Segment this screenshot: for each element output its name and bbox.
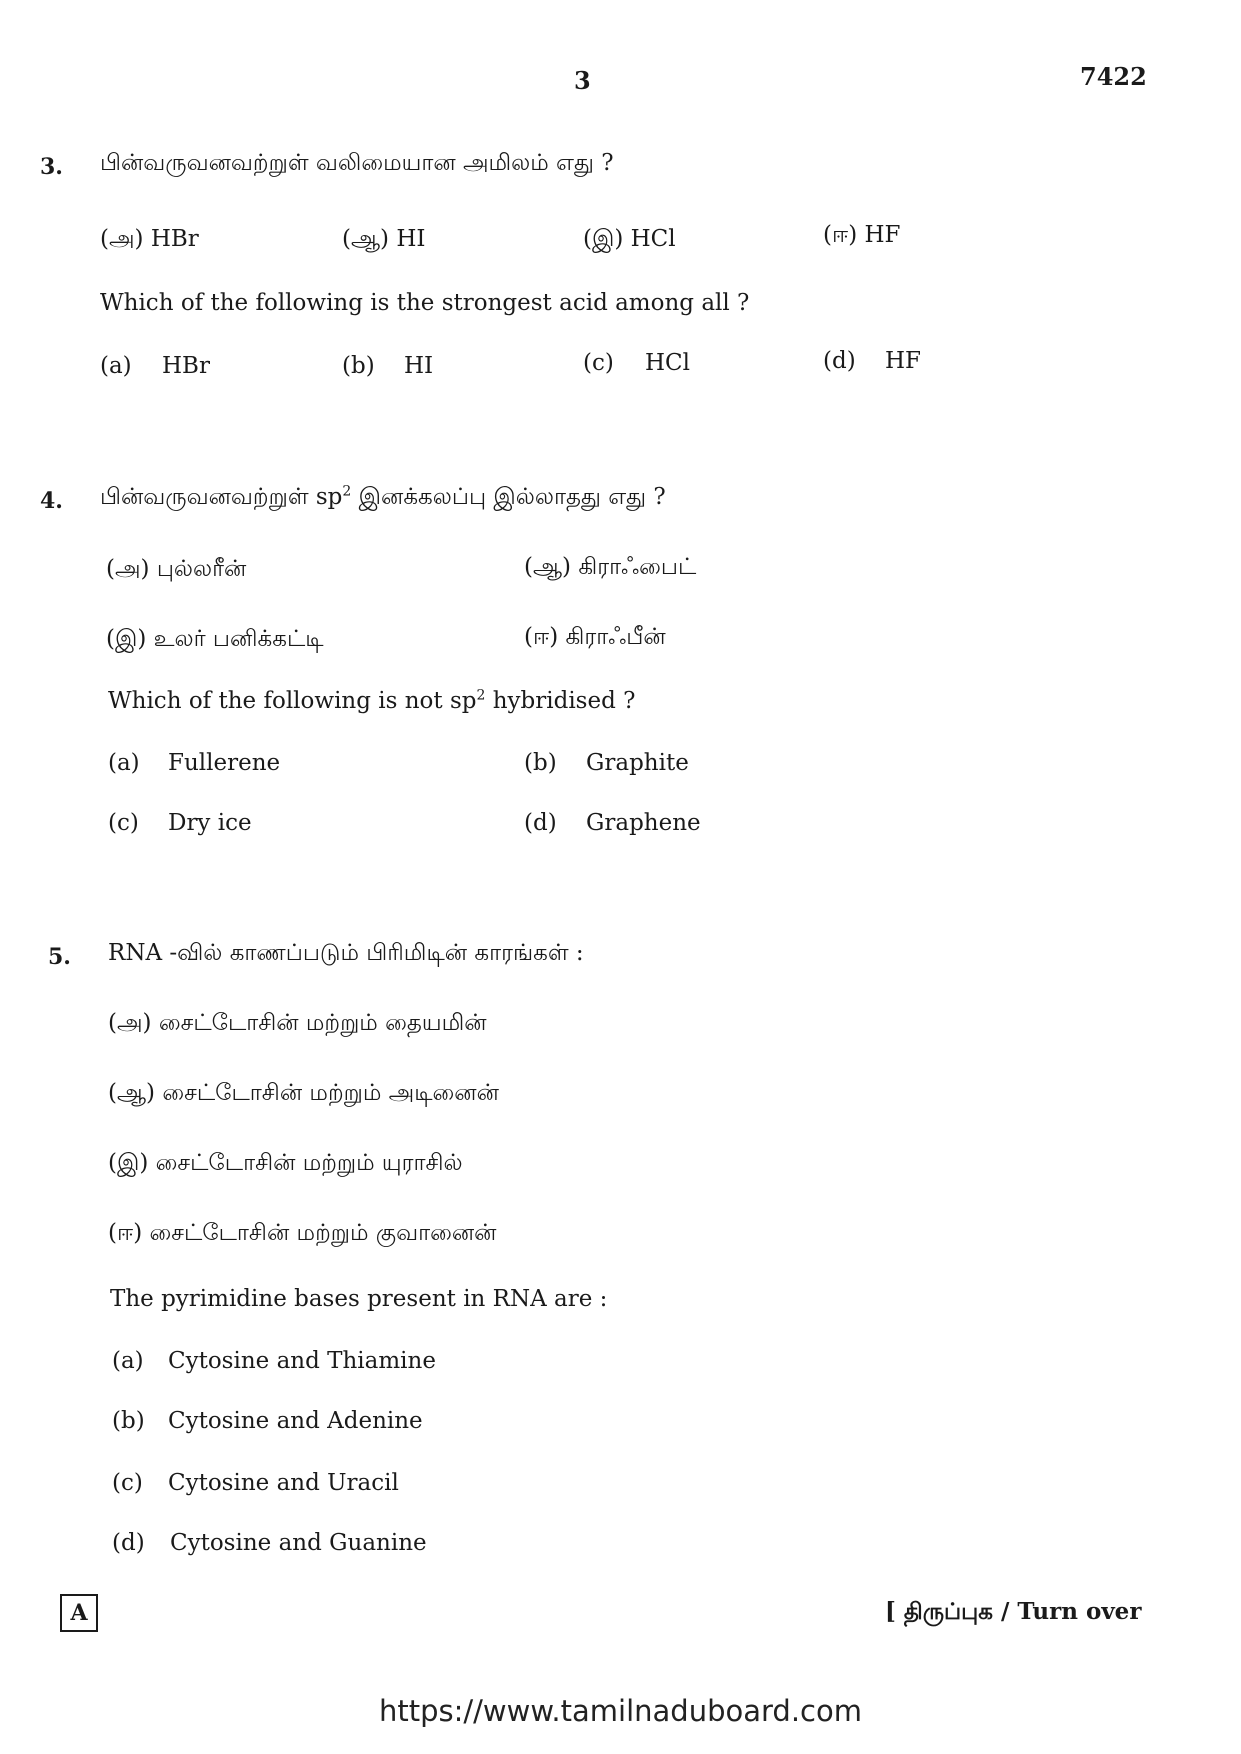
question-5-tamil-option-a: (அ) சைட்டோசின் மற்றும் தையமின் xyxy=(108,1010,487,1036)
option-label: (a) xyxy=(100,353,132,379)
option-label: (b) xyxy=(524,750,557,776)
question-4-number: 4. xyxy=(40,488,63,514)
option-text: Graphene xyxy=(586,810,701,836)
question-4-tamil-option-c: (இ) உலர் பனிக்கட்டி xyxy=(106,626,324,652)
option-label: (d) xyxy=(112,1530,145,1556)
option-text: Cytosine and Guanine xyxy=(170,1530,427,1556)
question-3-option-d xyxy=(823,348,921,374)
option-text: Dry ice xyxy=(168,810,252,836)
option-text: HCl xyxy=(645,350,691,376)
question-5-tamil-option-b: (ஆ) சைட்டோசின் மற்றும் அடினைன் xyxy=(108,1080,499,1106)
option-text: Cytosine and Adenine xyxy=(168,1408,423,1434)
question-4-option-d xyxy=(524,810,701,836)
option-label: (c) xyxy=(112,1470,143,1496)
question-3-tamil-option-d: (ஈ) HF xyxy=(823,222,901,248)
option-label: (b) xyxy=(112,1408,145,1434)
option-label: (b) xyxy=(342,353,375,379)
question-4-option-a xyxy=(108,750,280,776)
website-url[interactable]: https://www.tamilnaduboard.com xyxy=(378,1694,862,1728)
question-5-option-b xyxy=(112,1408,423,1434)
question-4-tamil-option-a: (அ) புல்லரீன் xyxy=(106,556,247,582)
option-label: (c) xyxy=(583,350,614,376)
question-3-option-c xyxy=(583,350,690,376)
question-4-tamil-option-d: (ஈ) கிராஃபீன் xyxy=(524,624,666,650)
superscript: 2 xyxy=(476,687,486,704)
option-label: (d) xyxy=(823,348,856,374)
question-5-number: 5. xyxy=(48,944,71,970)
question-4-tamil-option-b: (ஆ) கிராஃபைட் xyxy=(524,554,697,580)
page-number: 3 xyxy=(574,66,591,95)
question-3-tamil: பின்வருவனவற்றுள் வலிமையான அமிலம் எது ? xyxy=(100,150,614,176)
question-4-tamil-pre: பின்வருவனவற்றுள் sp xyxy=(100,484,343,510)
question-4-tamil-post: இனக்கலப்பு இல்லாதது எது ? xyxy=(351,484,666,510)
option-text: HBr xyxy=(162,353,210,379)
question-4-english xyxy=(108,688,635,714)
question-5-tamil-option-c: (இ) சைட்டோசின் மற்றும் யுராசில் xyxy=(108,1150,463,1176)
question-3-tamil-option-c: (இ) HCl xyxy=(583,226,676,252)
question-5-option-a xyxy=(112,1348,436,1374)
question-4-option-b xyxy=(524,750,689,776)
question-5-option-c xyxy=(112,1470,399,1496)
question-4-option-c xyxy=(108,810,252,836)
option-label: (a) xyxy=(112,1348,144,1374)
turn-over-label: [ திருப்புக / Turn over xyxy=(885,1598,1142,1625)
question-4-english-pre: Which of the following is not sp xyxy=(108,688,477,714)
option-text: Graphite xyxy=(586,750,689,776)
question-4-tamil xyxy=(100,484,666,513)
question-3-option-b xyxy=(342,353,433,379)
question-3-number: 3. xyxy=(40,154,63,180)
option-text: HF xyxy=(885,348,922,374)
question-3-tamil-option-b: (ஆ) HI xyxy=(342,226,426,252)
question-3-option-a xyxy=(100,353,210,379)
option-text: Cytosine and Uracil xyxy=(168,1470,399,1496)
option-text: HI xyxy=(404,353,434,379)
question-3-tamil-option-a: (அ) HBr xyxy=(100,226,199,252)
option-text: Cytosine and Thiamine xyxy=(168,1348,436,1374)
option-label: (d) xyxy=(524,810,557,836)
question-5-english: The pyrimidine bases present in RNA are : xyxy=(110,1286,608,1312)
option-text: Fullerene xyxy=(168,750,281,776)
option-label: (c) xyxy=(108,810,139,836)
option-label: (a) xyxy=(108,750,140,776)
question-4-english-post: hybridised ? xyxy=(485,688,636,714)
question-5-option-d xyxy=(112,1530,427,1556)
superscript: 2 xyxy=(342,483,352,500)
question-3-english: Which of the following is the strongest acid among all ? xyxy=(100,290,750,316)
series-box: A xyxy=(60,1594,98,1632)
paper-code: 7422 xyxy=(1080,62,1147,91)
question-5-tamil: RNA -வில் காணப்படும் பிரிமிடின் காரங்கள் : xyxy=(108,940,584,966)
question-5-tamil-option-d: (ஈ) சைட்டோசின் மற்றும் குவானைன் xyxy=(108,1220,497,1246)
